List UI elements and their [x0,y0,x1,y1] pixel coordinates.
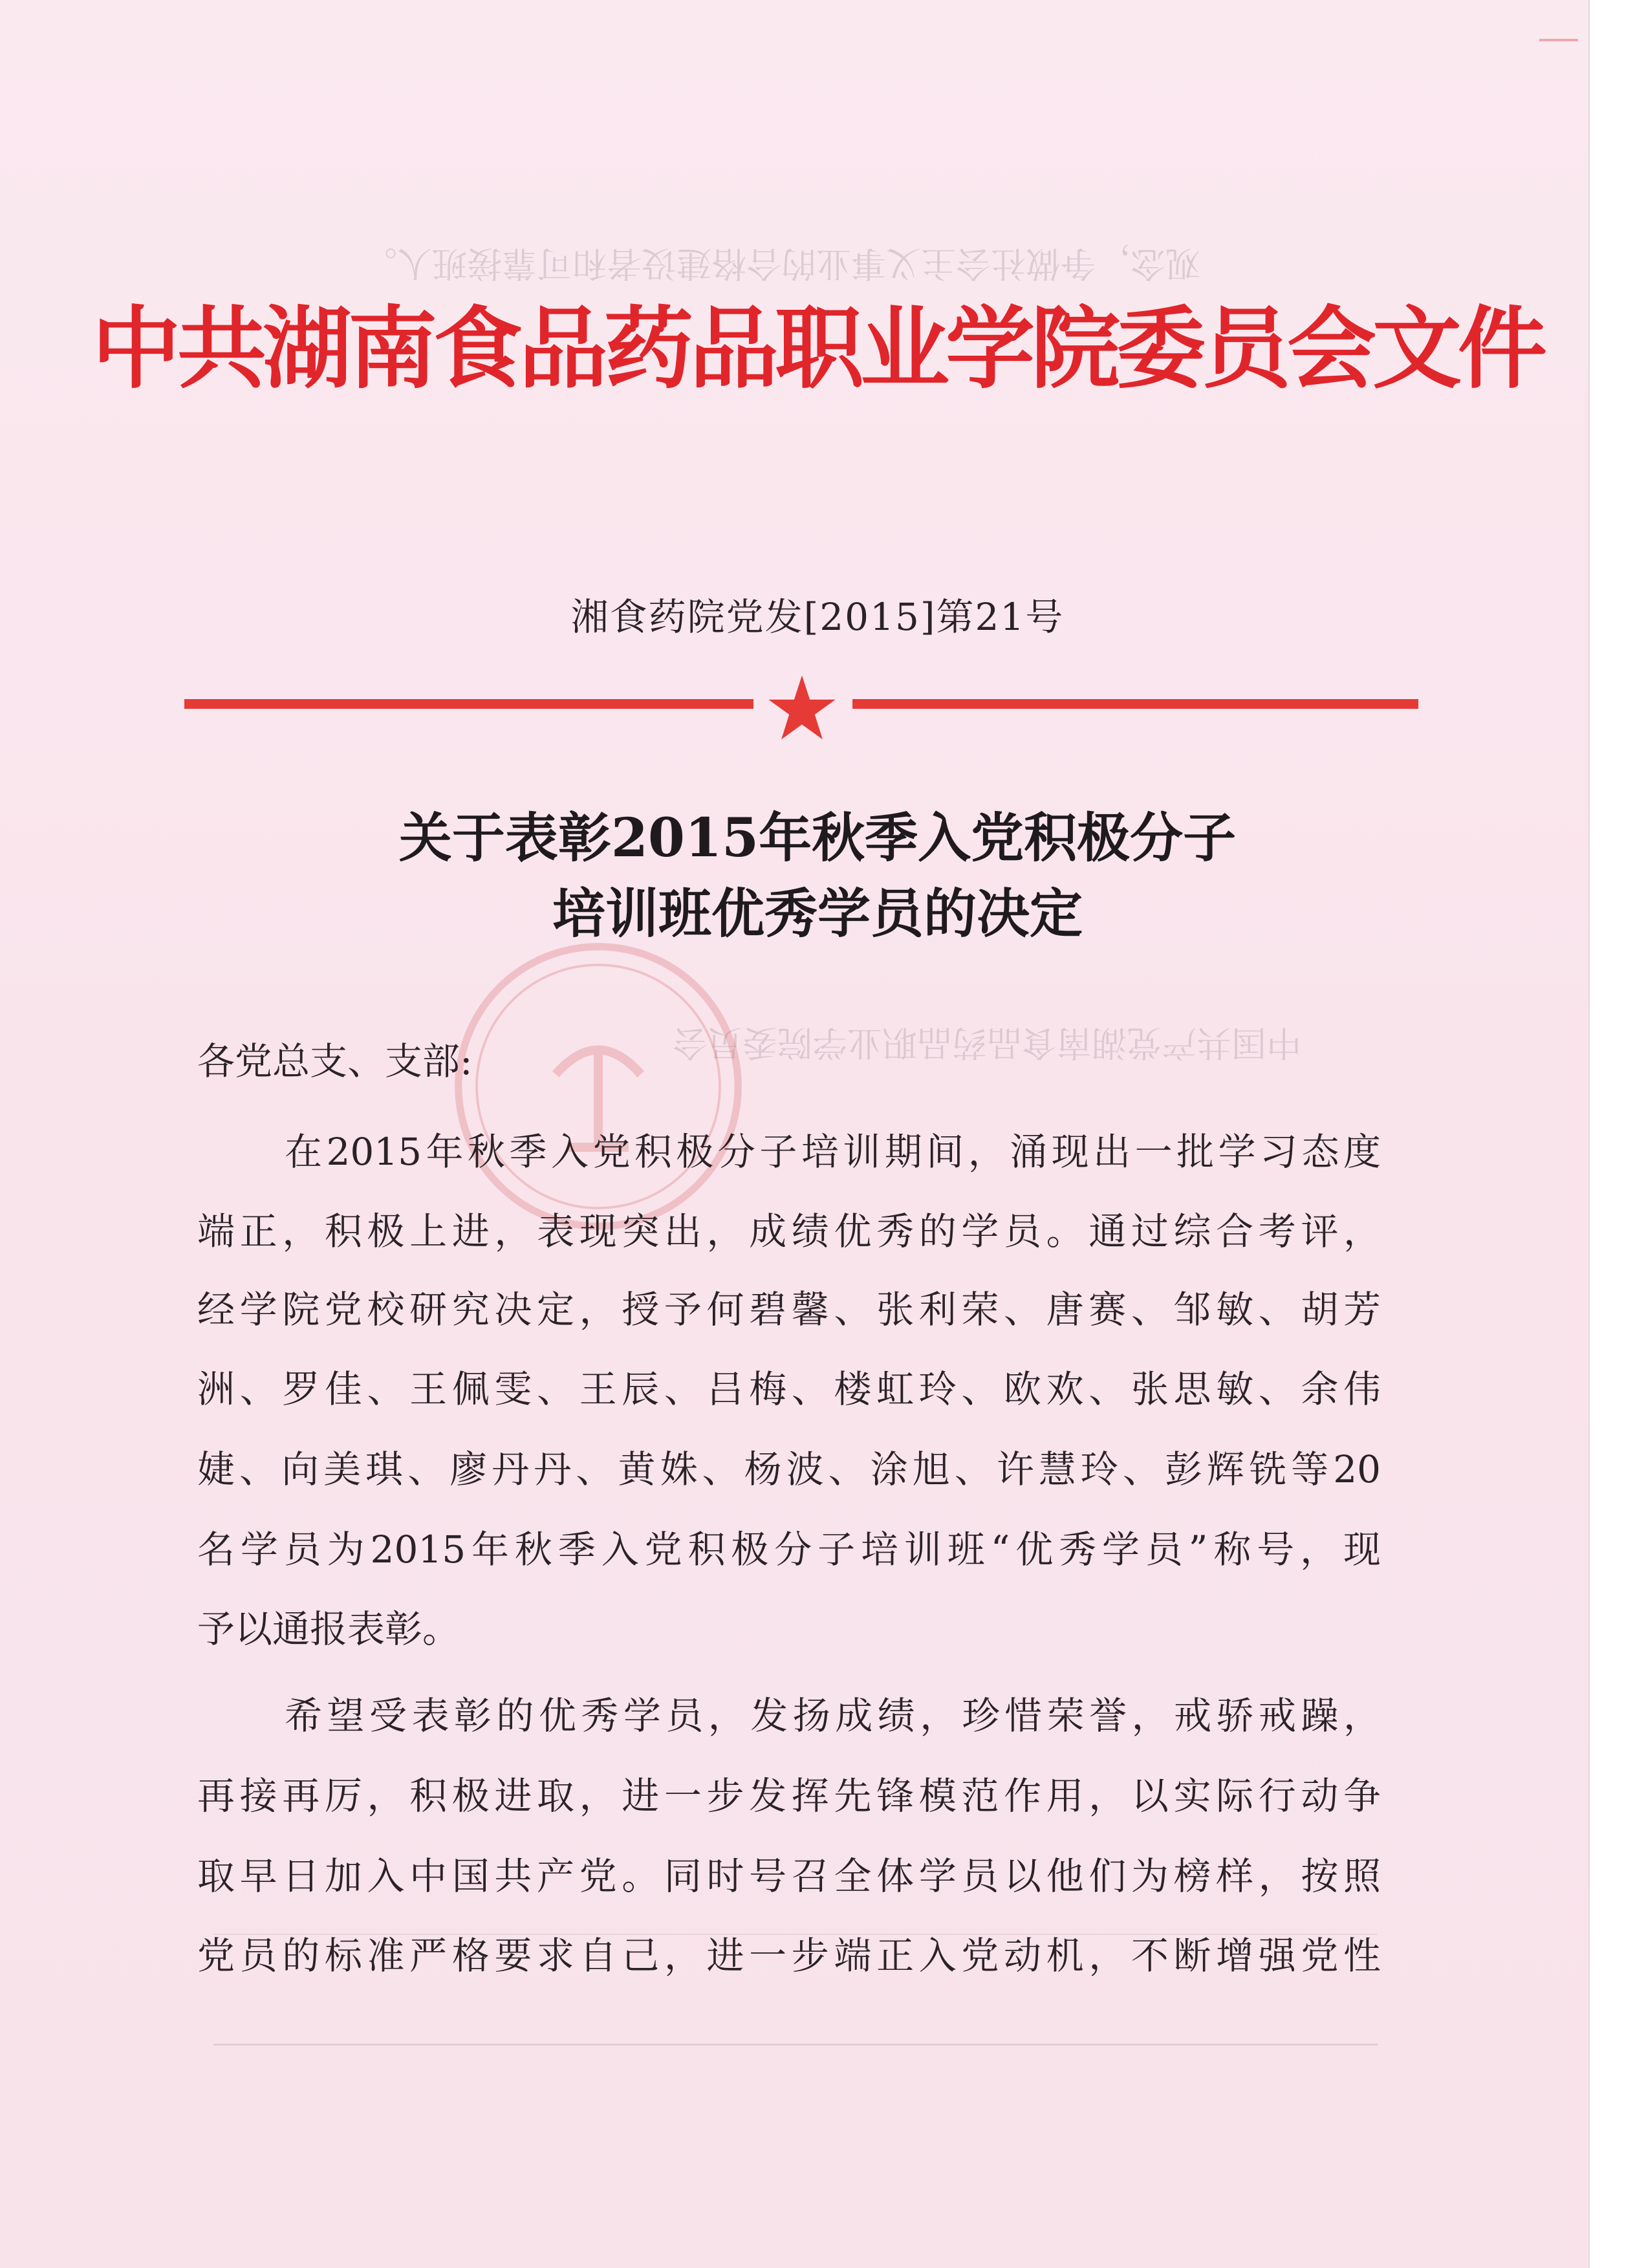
show-through-rule [213,2044,1378,2046]
body-line: 予以通报表彰。 [197,1607,460,1651]
scan-mark [1539,39,1578,41]
show-through-text-top: 观念，争做社会主义事业的合格建设者和可靠接班人。 [362,243,1200,284]
show-through-text-middle: 中国共产党湖南食品药品职业学院委员会 [673,1022,1301,1063]
salutation: 各党总支、支部: [197,1039,473,1083]
decision-title-line-2: 培训班优秀学员的决定 [552,883,1083,945]
document-number: 湘食药院党发[2015]第21号 [570,595,1065,639]
body-line: 洲、罗佳、王佩雯、王辰、吕梅、楼虹玲、欧欢、张思敏、余伟 [197,1367,1381,1411]
decision-title-line-1: 关于表彰2015年秋季入党积极分子 [398,807,1237,869]
body-line: 名学员为2015年秋季入党积极分子培训班“优秀学员”称号，现 [197,1528,1381,1571]
body-line: 再接再厉，积极进取，进一步发挥先锋模范作用，以实际行动争 [197,1774,1381,1818]
body-line: 婕、向美琪、廖丹丹、黄姝、杨波、涂旭、许慧玲、彭辉铣等20 [197,1447,1381,1491]
body-line: 端正，积极上进，表现突出，成绩优秀的学员。通过综合考评， [197,1209,1381,1253]
body-line: 在2015年秋季入党积极分子培训期间，涌现出一批学习态度 [285,1130,1381,1174]
document-header-title: 中共湖南食品药品职业学院委员会文件 [91,296,1543,401]
seal-stamp [446,934,750,1238]
body-line: 经学院党校研究决定，授予何碧馨、张利荣、唐赛、邹敏、胡芳 [197,1288,1381,1332]
divider-right [852,699,1418,709]
body-line: 取早日加入中国共产党。同时号召全体学员以他们为榜样，按照 [197,1854,1381,1898]
divider-left [184,699,753,709]
body-line: 党员的标准严格要求自己，进一步端正入党动机，不断增强党性 [197,1934,1381,1978]
star-icon [766,673,838,744]
body-line: 希望受表彰的优秀学员，发扬成绩，珍惜荣誉，戒骄戒躁， [285,1694,1381,1738]
